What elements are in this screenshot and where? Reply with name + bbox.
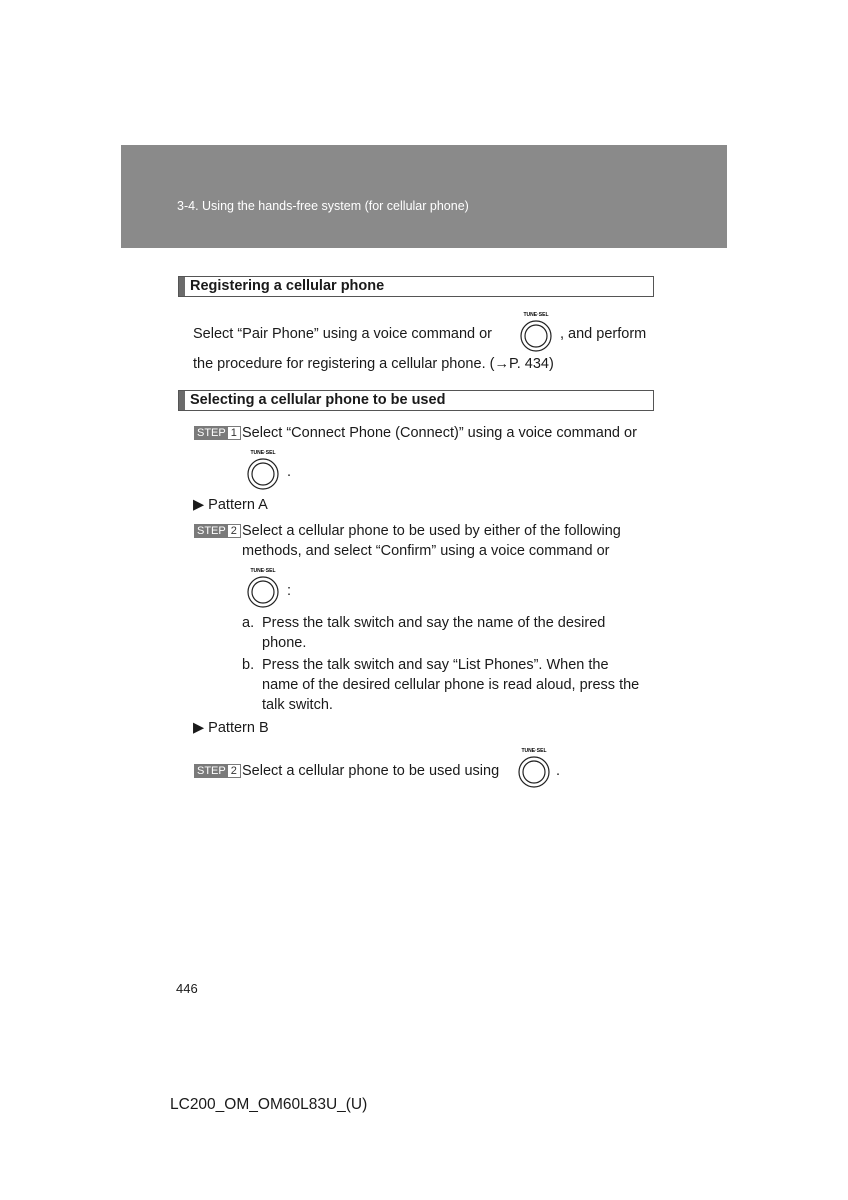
step-word: STEP — [194, 426, 228, 440]
tune-sel-knob-icon — [243, 448, 283, 494]
section-heading-registering — [178, 276, 654, 297]
step2b-after-knob: . — [556, 763, 561, 779]
option-b-line1: Press the talk switch and say “List Phones”. When the — [262, 657, 609, 673]
section-title: Selecting a cellular phone to be used — [190, 392, 446, 408]
section-heading-bar — [179, 277, 185, 296]
section-heading-bar — [179, 391, 185, 410]
step2a-line1: Select a cellular phone to be used by either of the following — [242, 523, 621, 539]
document-code: LC200_OM_OM60L83U_(U) — [170, 1096, 368, 1113]
pattern-a-label: ▶ Pattern A — [193, 497, 268, 513]
page-number: 446 — [176, 981, 198, 996]
step-badge-2b — [194, 764, 241, 778]
tune-sel-knob-icon — [243, 566, 283, 612]
option-b-line3: talk switch. — [262, 697, 333, 713]
step-badge-2 — [194, 524, 241, 538]
step-word: STEP — [194, 764, 228, 778]
section-heading-selecting — [178, 390, 654, 411]
registering-line1-end: , and perform — [560, 326, 647, 342]
step2b-text: Select a cellular phone to be used using — [242, 763, 500, 779]
step-number: 1 — [228, 426, 241, 440]
tune-sel-knob-icon — [516, 310, 556, 356]
chapter-header-band — [121, 145, 727, 248]
registering-line1-start: Select “Pair Phone” using a voice command or — [193, 326, 493, 342]
step2a-after-knob: : — [287, 583, 292, 599]
step-badge-1 — [194, 426, 241, 440]
step1-after-knob: . — [287, 464, 292, 480]
tune-sel-knob-icon — [514, 746, 554, 792]
pattern-b-label: ▶ Pattern B — [193, 720, 269, 736]
knob-label: TUNE·SEL — [250, 450, 276, 456]
step-number: 2 — [228, 524, 241, 538]
chapter-title: 3-4. Using the hands-free system (for cellular phone) — [177, 199, 469, 213]
knob-label: TUNE·SEL — [523, 312, 549, 318]
option-a-marker: a. — [242, 615, 255, 631]
option-a-line1: Press the talk switch and say the name of the desired — [262, 615, 606, 631]
step2a-line2: methods, and select “Confirm” using a voice command or — [242, 543, 610, 559]
step-word: STEP — [194, 524, 228, 538]
step1-text: Select “Connect Phone (Connect)” using a voice command or — [242, 425, 637, 441]
option-a-line2: phone. — [262, 635, 307, 651]
option-b-line2: name of the desired cellular phone is read aloud, press the — [262, 677, 640, 693]
knob-label: TUNE·SEL — [250, 568, 276, 574]
option-b-marker: b. — [242, 657, 255, 673]
registering-line2: the procedure for registering a cellular phone. (→P. 434) — [193, 356, 554, 372]
step-number: 2 — [228, 764, 241, 778]
knob-label: TUNE·SEL — [521, 748, 547, 754]
section-title: Registering a cellular phone — [190, 278, 385, 294]
